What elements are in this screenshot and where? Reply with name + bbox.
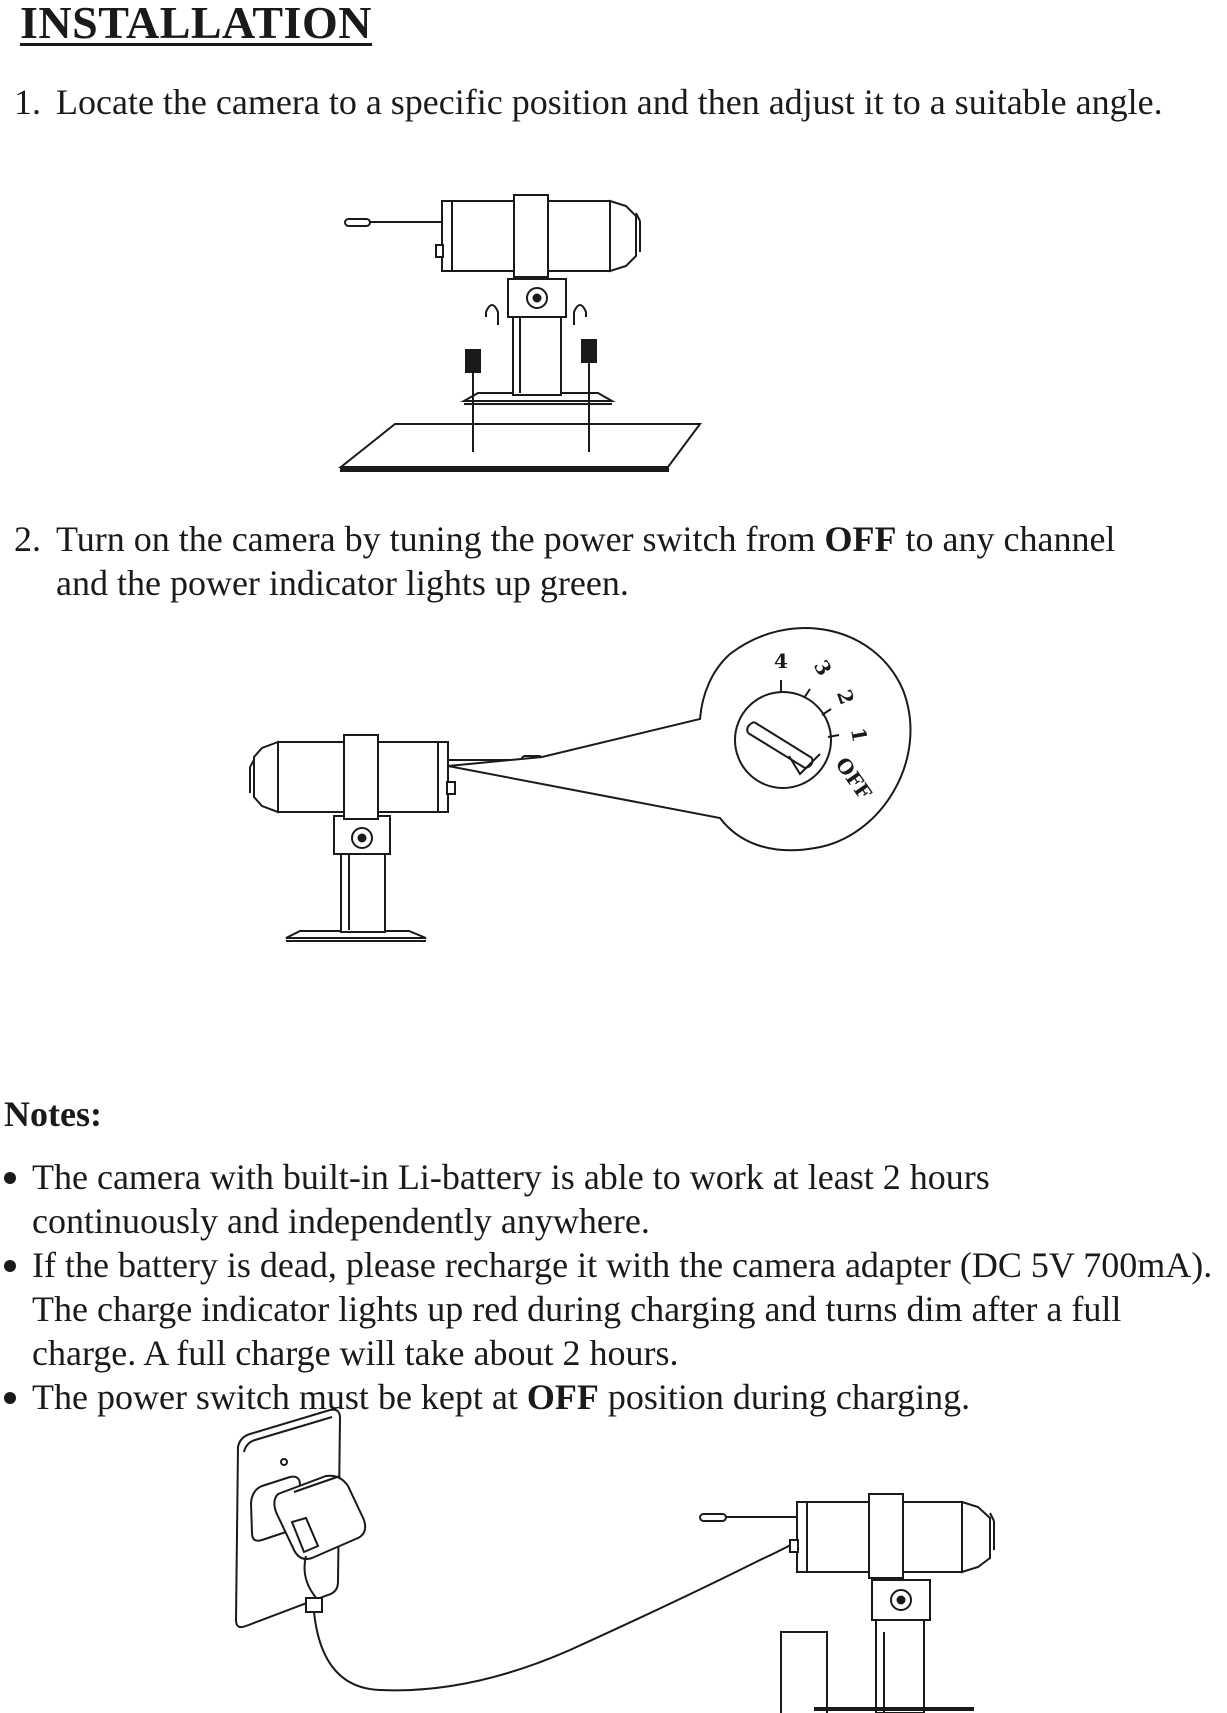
note-3-bold-off: OFF <box>526 1377 599 1417</box>
dial-label-2: 2 <box>831 686 860 708</box>
step-2-bold-off: OFF <box>824 519 897 559</box>
note-3-text-after: position during charging. <box>598 1377 971 1417</box>
camera-band-3 <box>869 1494 903 1578</box>
dial-label-4: 4 <box>774 649 788 673</box>
page-title: INSTALLATION <box>20 0 372 48</box>
note-3-text-before: The power switch must be kept at <box>32 1377 527 1417</box>
note-1-text: The camera with built-in Li-battery is able to work at least 2 hours continuously and independently anywhere. <box>32 1157 990 1241</box>
camera-lens-3 <box>962 1502 990 1572</box>
step-2-number: 2. <box>14 519 41 559</box>
step-2-text-before: Turn on the camera by tuning the power switch from <box>56 519 825 559</box>
dial-label-3: 3 <box>808 655 837 680</box>
note-2-text: If the battery is dead, please recharge it with the camera adapter (DC 5V 700mA). The charge indicator lights up red during charging and turns dim after a full charge. A full charge will take about 2 hours. <box>32 1245 1213 1373</box>
step-1-number: 1. <box>14 82 41 122</box>
notes-heading: Notes: <box>4 1094 102 1134</box>
step-1-text: Locate the camera to a specific position and then adjust it to a suitable angle. <box>56 82 1163 122</box>
dial-label-1: 1 <box>845 725 873 744</box>
step-2-text-after: to any channel and the power indicator lights up green. <box>56 519 1116 603</box>
dial-label-off: OFF <box>830 752 877 805</box>
camera-antenna-3 <box>700 1514 726 1521</box>
charging-cable <box>314 1523 824 1690</box>
